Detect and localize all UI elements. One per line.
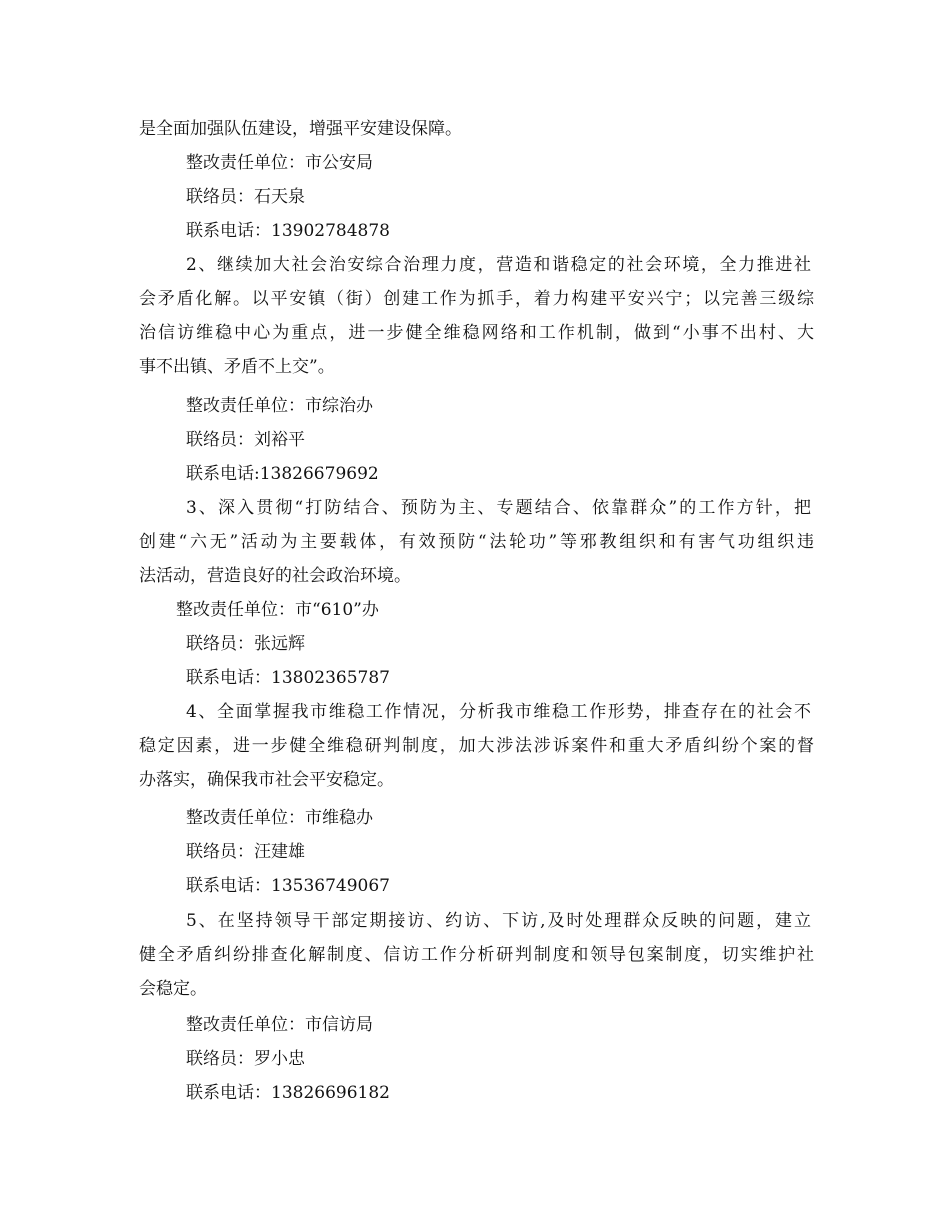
section-5-unit: 整改责任单位：市信访局 [186,1015,373,1035]
section-2-line-2: 会矛盾化解。以平安镇（街）创建工作为抓手，着力构建平安兴宁；以完善三级综 [139,289,814,309]
section-2-phone: 联系电话:13826679692 [186,464,379,484]
section-2-unit: 整改责任单位：市综治办 [186,396,373,416]
section-5-phone: 联系电话：13826696182 [186,1083,390,1103]
section-1-phone: 联系电话：13902784878 [186,221,390,241]
section-2-line-4: 事不出镇、矛盾不上交”。 [139,357,335,377]
section-4-phone: 联系电话：13536749067 [186,876,390,896]
section-4-line-2: 稳定因素，进一步健全维稳研判制度，加大涉法涉诉案件和重大矛盾纠纷个案的督 [139,736,814,756]
section-2-line-1: 2、继续加大社会治安综合治理力度，营造和谐稳定的社会环境，全力推进社 [186,255,811,275]
section-3-contact: 联络员：张远辉 [186,634,305,654]
section-5-line-3: 会稳定。 [139,979,207,999]
section-3-phone: 联系电话：13802365787 [186,668,390,688]
section-4-contact: 联络员：汪建雄 [186,842,305,862]
intro-tail-line: 是全面加强队伍建设，增强平安建设保障。 [139,119,462,139]
section-4-unit: 整改责任单位：市维稳办 [186,808,373,828]
section-2-line-3: 治信访维稳中心为重点，进一步健全维稳网络和工作机制，做到“小事不出村、大 [139,323,814,343]
section-5-line-2: 健全矛盾纠纷排查化解制度、信访工作分析研判制度和领导包案制度，切实维护社 [139,945,814,965]
section-3-line-2: 创建“六无”活动为主要载体，有效预防“法轮功”等邪教组织和有害气功组织违 [139,532,814,552]
section-2-contact: 联络员：刘裕平 [186,430,305,450]
section-1-contact: 联络员：石天泉 [186,187,305,207]
section-3-unit: 整改责任单位：市“610”办 [176,600,379,620]
section-1-unit: 整改责任单位：市公安局 [186,153,373,173]
section-4-line-3: 办落实，确保我市社会平安稳定。 [139,770,394,790]
section-3-line-3: 法活动，营造良好的社会政治环境。 [139,566,411,586]
section-5-line-1: 5、在坚持领导干部定期接访、约访、下访,及时处理群众反映的问题，建立 [186,911,811,931]
section-5-contact: 联络员：罗小忠 [186,1049,305,1069]
section-3-line-1: 3、深入贯彻“打防结合、预防为主、专题结合、依靠群众”的工作方针，把 [186,498,811,518]
section-4-line-1: 4、全面掌握我市维稳工作情况，分析我市维稳工作形势，排查存在的社会不 [186,702,811,722]
